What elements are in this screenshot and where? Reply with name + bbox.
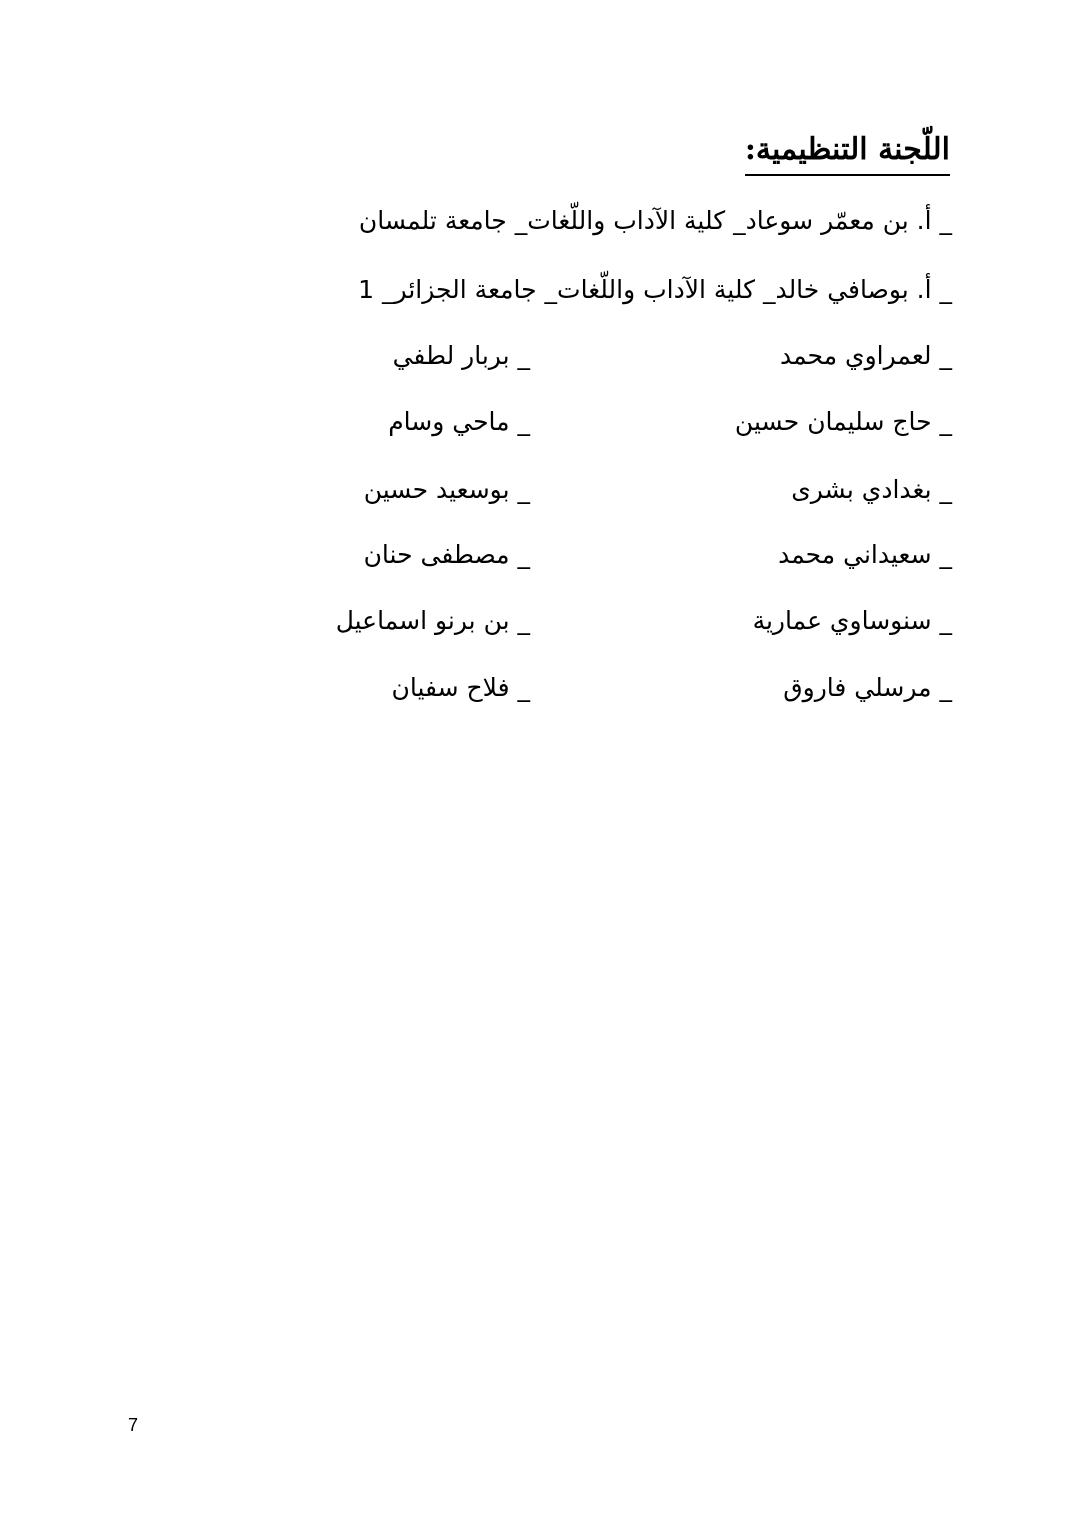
member-right-1: _ لعمراوي محمد — [779, 341, 952, 370]
page-number: 7 — [128, 1415, 139, 1435]
member-left-4: _ مصطفى حنان — [363, 540, 530, 569]
member-right-3: _ بغدادي بشرى — [791, 475, 952, 504]
member-right-2: _ حاج سليمان حسين — [734, 407, 952, 436]
member-right-5: _ سنوساوي عمارية — [752, 606, 952, 635]
organizing-committee-heading: اللّجنة التنظيمية: — [745, 128, 950, 176]
committee-line-1: _ أ. بن معمّر سوعاد_ كلية الآداب واللّغات_ جامعة تلمسان — [358, 206, 952, 235]
member-left-1: _ بربار لطفي — [392, 341, 530, 370]
member-left-2: _ ماحي وسام — [388, 407, 530, 436]
member-right-6: _ مرسلي فاروق — [783, 673, 952, 702]
member-left-5: _ بن برنو اسماعيل — [335, 606, 530, 635]
committee-line-2: _ أ. بوصافي خالد_ كلية الآداب واللّغات_ جامعة الجزائر_ 1 — [358, 275, 952, 304]
member-left-3: _ بوسعيد حسين — [363, 475, 530, 504]
member-right-4: _ سعيداني محمد — [778, 540, 952, 569]
member-left-6: _ فلاح سفيان — [391, 673, 530, 702]
